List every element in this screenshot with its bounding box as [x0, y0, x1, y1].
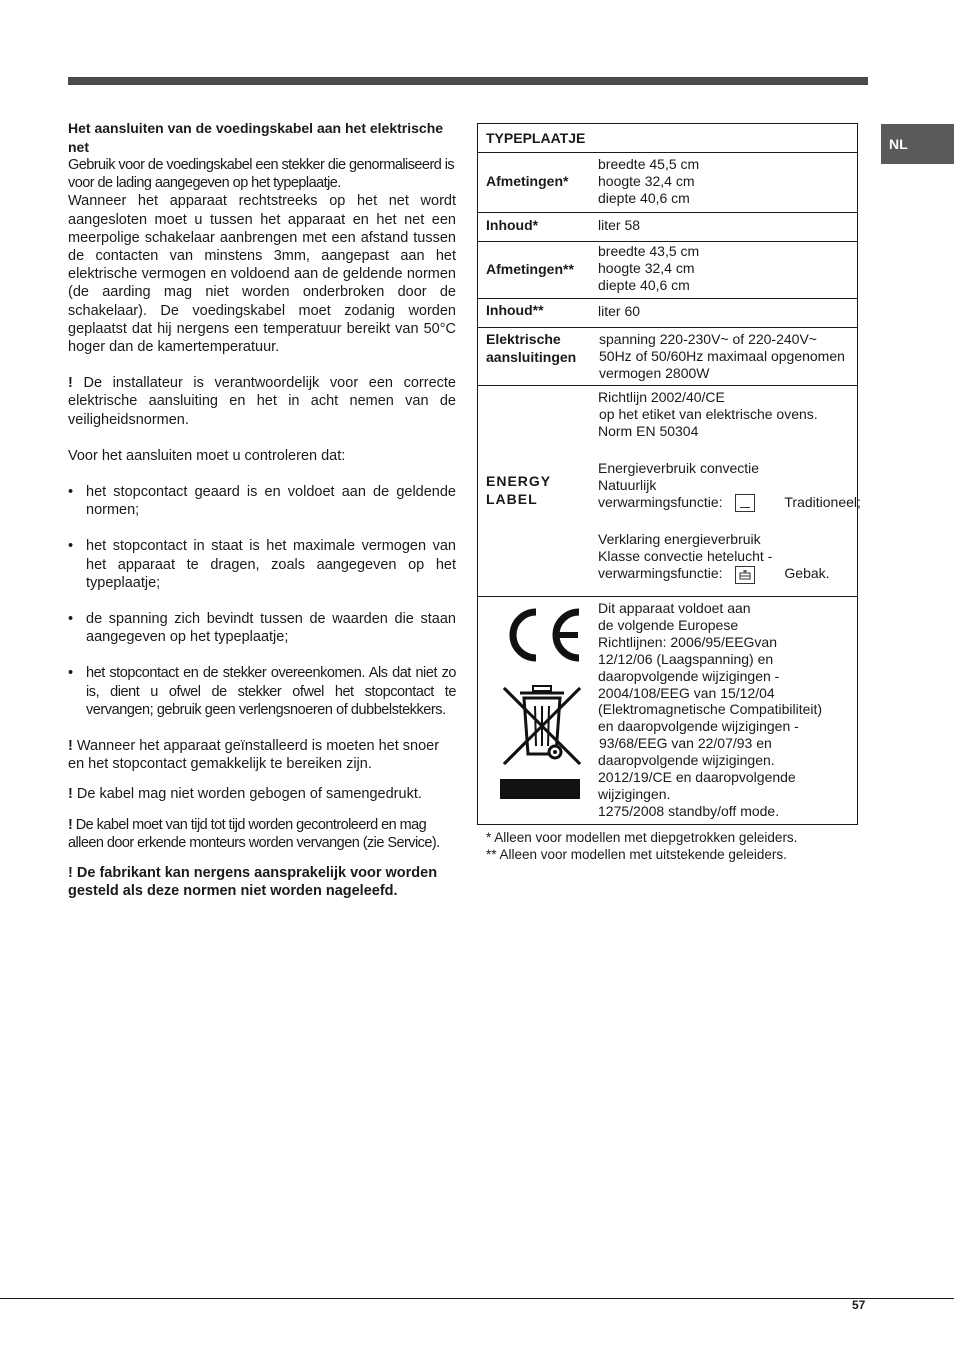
compliance-text	[598, 600, 822, 820]
content-label: Inhoud*	[486, 217, 539, 233]
energy-label-line-1: ENERGY	[486, 473, 552, 489]
warning-bend	[68, 785, 456, 803]
electrical-label-line-1: Elektrische	[486, 331, 561, 347]
dimensions-values	[598, 156, 699, 208]
language-tab	[881, 124, 954, 164]
weee-bin-icon	[500, 684, 590, 771]
warning-mark: !	[68, 786, 73, 803]
directive-line: Richtlijn 2002/40/CE	[598, 389, 725, 405]
list-item: • de spanning zich bevindt tussen de waarden die staan aangegeven op het typeplaatje;	[68, 610, 456, 646]
warning-installer-text: De installateur is verantwoordelijk voor een correcte elektrische aansluiting en het in acht nemen van de veiligheidsnormen.	[68, 375, 456, 428]
ce-mark-icon	[500, 602, 590, 668]
width-value: breedte 45,5 cm	[598, 156, 700, 172]
warning-mark: !	[68, 738, 73, 755]
header-bar	[68, 77, 868, 85]
warning-mark: !	[68, 816, 73, 833]
dimensions-label: Afmetingen**	[486, 261, 574, 277]
frequency-value: 50Hz of 50/60Hz maximaal opgenomen	[599, 348, 845, 365]
compliance-line: daaropvolgende wijzigingen -	[598, 667, 780, 684]
electrical-label	[486, 330, 576, 366]
intro-paragraph-1: Gebruik voor de voedingskabel een stekker die genormaliseerd is voor de lading aangegeven op het typeplaatje.	[68, 157, 455, 192]
warning-check	[68, 816, 456, 852]
compliance-symbols	[500, 602, 590, 807]
footnotes	[486, 829, 797, 863]
compliance-line: en daaropvolgende wijzigingen -	[598, 718, 799, 735]
table-row-electrical	[478, 327, 857, 386]
warning-manufacturer	[68, 864, 456, 900]
compliance-line: wijzigingen.	[598, 785, 671, 802]
table-title-row	[478, 124, 857, 153]
electrical-values	[599, 331, 845, 383]
weee-underline-bar	[500, 779, 580, 799]
intro-paragraph-2: Wanneer het apparaat rechtstreeks op het net wordt aangesloten moet u tussen het apparaat en het net een meerpolige schakelaar aanbrengen met een afstand tussen de contacten van minstens 3mm, aangepast aan het elektrische vermogen en voldoend aan de geldende normen (de aarding mag niet worden onderbroken door de schakelaar). De voedingskabel moet zodanig worden geplaatst dat hij nergens een temperatuur bereikt van 50°C hoger dan de kamertemperatuur.	[68, 193, 456, 356]
function-label: verwarmingsfunctie:	[598, 565, 723, 582]
traditional-oven-icon	[735, 494, 755, 512]
warning-mark: !	[68, 865, 73, 882]
left-column	[68, 119, 456, 901]
electrical-label-line-2: aansluitingen	[486, 349, 577, 365]
pastry-label: Gebak.	[784, 565, 830, 582]
content-value: liter 58	[598, 217, 641, 233]
footnote: * Alleen voor modellen met diepgetrokken geleiders.	[486, 830, 798, 845]
table-title: TYPEPLAATJE	[486, 130, 586, 146]
table-row-compliance	[478, 596, 857, 825]
consumption-line: Natuurlijk	[598, 476, 657, 493]
consumption-line: Energieverbruik convectie	[598, 459, 760, 476]
table-row-dimensions-1	[478, 152, 857, 213]
compliance-line: de volgende Europese	[598, 616, 739, 633]
list-item: • het stopcontact en de stekker overeenkomen. Als dat niet zo is, dient u ofwel de stekker ofwel het stopcontact te vervangen; gebruik geen verlengsnoeren of dubbelstekkers.	[68, 664, 456, 719]
energy-values	[598, 389, 861, 585]
depth-value: diepte 40,6 cm	[598, 190, 690, 207]
fan-oven-icon	[735, 566, 755, 584]
warning-bend-text: De kabel mag niet worden gebogen of samengedrukt.	[76, 786, 422, 803]
rating-plate-table	[477, 123, 861, 825]
table-row-dimensions-2	[478, 241, 857, 299]
declaration-line: Verklaring energieverbruik	[598, 531, 761, 548]
warning-mark: !	[68, 375, 73, 392]
compliance-line: Richtlijnen: 2006/95/EEGvan	[598, 633, 777, 650]
table-row-energy-label	[478, 385, 861, 597]
height-value: hoogte 32,4 cm	[598, 173, 695, 190]
footnote: ** Alleen voor modellen met uitstekende geleiders.	[486, 847, 787, 862]
warning-installer	[68, 374, 456, 429]
compliance-line: (Elektromagnetische Compatibiliteit)	[598, 701, 823, 718]
compliance-line: 12/12/06 (Laagspanning) en	[598, 650, 774, 667]
directive-line: Norm EN 50304	[598, 423, 699, 440]
width-value: breedte 43,5 cm	[598, 243, 700, 259]
declaration-line: Klasse convectie hetelucht -	[598, 548, 773, 565]
warning-manufacturer-text: De fabrikant kan nergens aansprakelijk voor worden gesteld als deze normen niet worden nageleefd.	[68, 865, 438, 900]
check-intro: Voor het aansluiten moet u controleren dat:	[68, 447, 346, 464]
language-code: NL	[889, 136, 908, 152]
energy-label	[486, 472, 551, 508]
check-list	[68, 483, 456, 719]
warning-check-text: De kabel moet van tijd tot tijd worden gecontroleerd en mag alleen door erkende monteurs worden vervangen (zie Service).	[68, 816, 440, 851]
warning-reach	[68, 737, 456, 773]
compliance-line: 93/68/EEG van 22/07/93 en	[599, 735, 772, 752]
page-number: 57	[852, 1298, 866, 1312]
list-item: • het stopcontact geaard is en voldoet aan de geldende normen;	[68, 483, 456, 519]
content-label: Inhoud**	[486, 302, 544, 318]
footer-rule	[0, 1298, 954, 1299]
dimensions-values	[598, 243, 699, 295]
depth-value: diepte 40,6 cm	[598, 277, 690, 294]
function-label: verwarmingsfunctie:	[598, 494, 723, 511]
energy-label-line-2: LABEL	[486, 491, 538, 507]
compliance-line: daaropvolgende wijzigingen.	[598, 752, 775, 769]
power-value: vermogen 2800W	[599, 365, 710, 382]
dimensions-label: Afmetingen*	[486, 173, 569, 189]
voltage-value: spanning 220-230V~ of 220-240V~	[599, 331, 817, 347]
compliance-line: Dit apparaat voldoet aan	[598, 600, 751, 616]
table-row-content-2	[478, 297, 857, 328]
compliance-line: 2012/19/CE en daaropvolgende	[598, 769, 796, 786]
traditional-label: Traditioneel;	[784, 494, 861, 511]
compliance-line: 2004/108/EEG van 15/12/04	[598, 684, 775, 701]
height-value: hoogte 32,4 cm	[598, 260, 695, 277]
compliance-line: 1275/2008 standby/off mode.	[598, 802, 780, 819]
warning-reach-text: Wanneer het apparaat geïnstalleerd is moeten het snoer en het stopcontact gemakkelijk te bereiken zijn.	[68, 738, 440, 773]
directive-line: op het etiket van elektrische ovens.	[599, 406, 818, 423]
section-heading: Het aansluiten van de voedingskabel aan het elektrische net	[68, 120, 444, 155]
table-row-content-1	[478, 212, 857, 242]
content-value: liter 60	[598, 303, 641, 319]
list-item: • het stopcontact in staat is het maximale vermogen van het apparaat te dragen, zoals aangegeven op het typeplaatje;	[68, 537, 456, 592]
